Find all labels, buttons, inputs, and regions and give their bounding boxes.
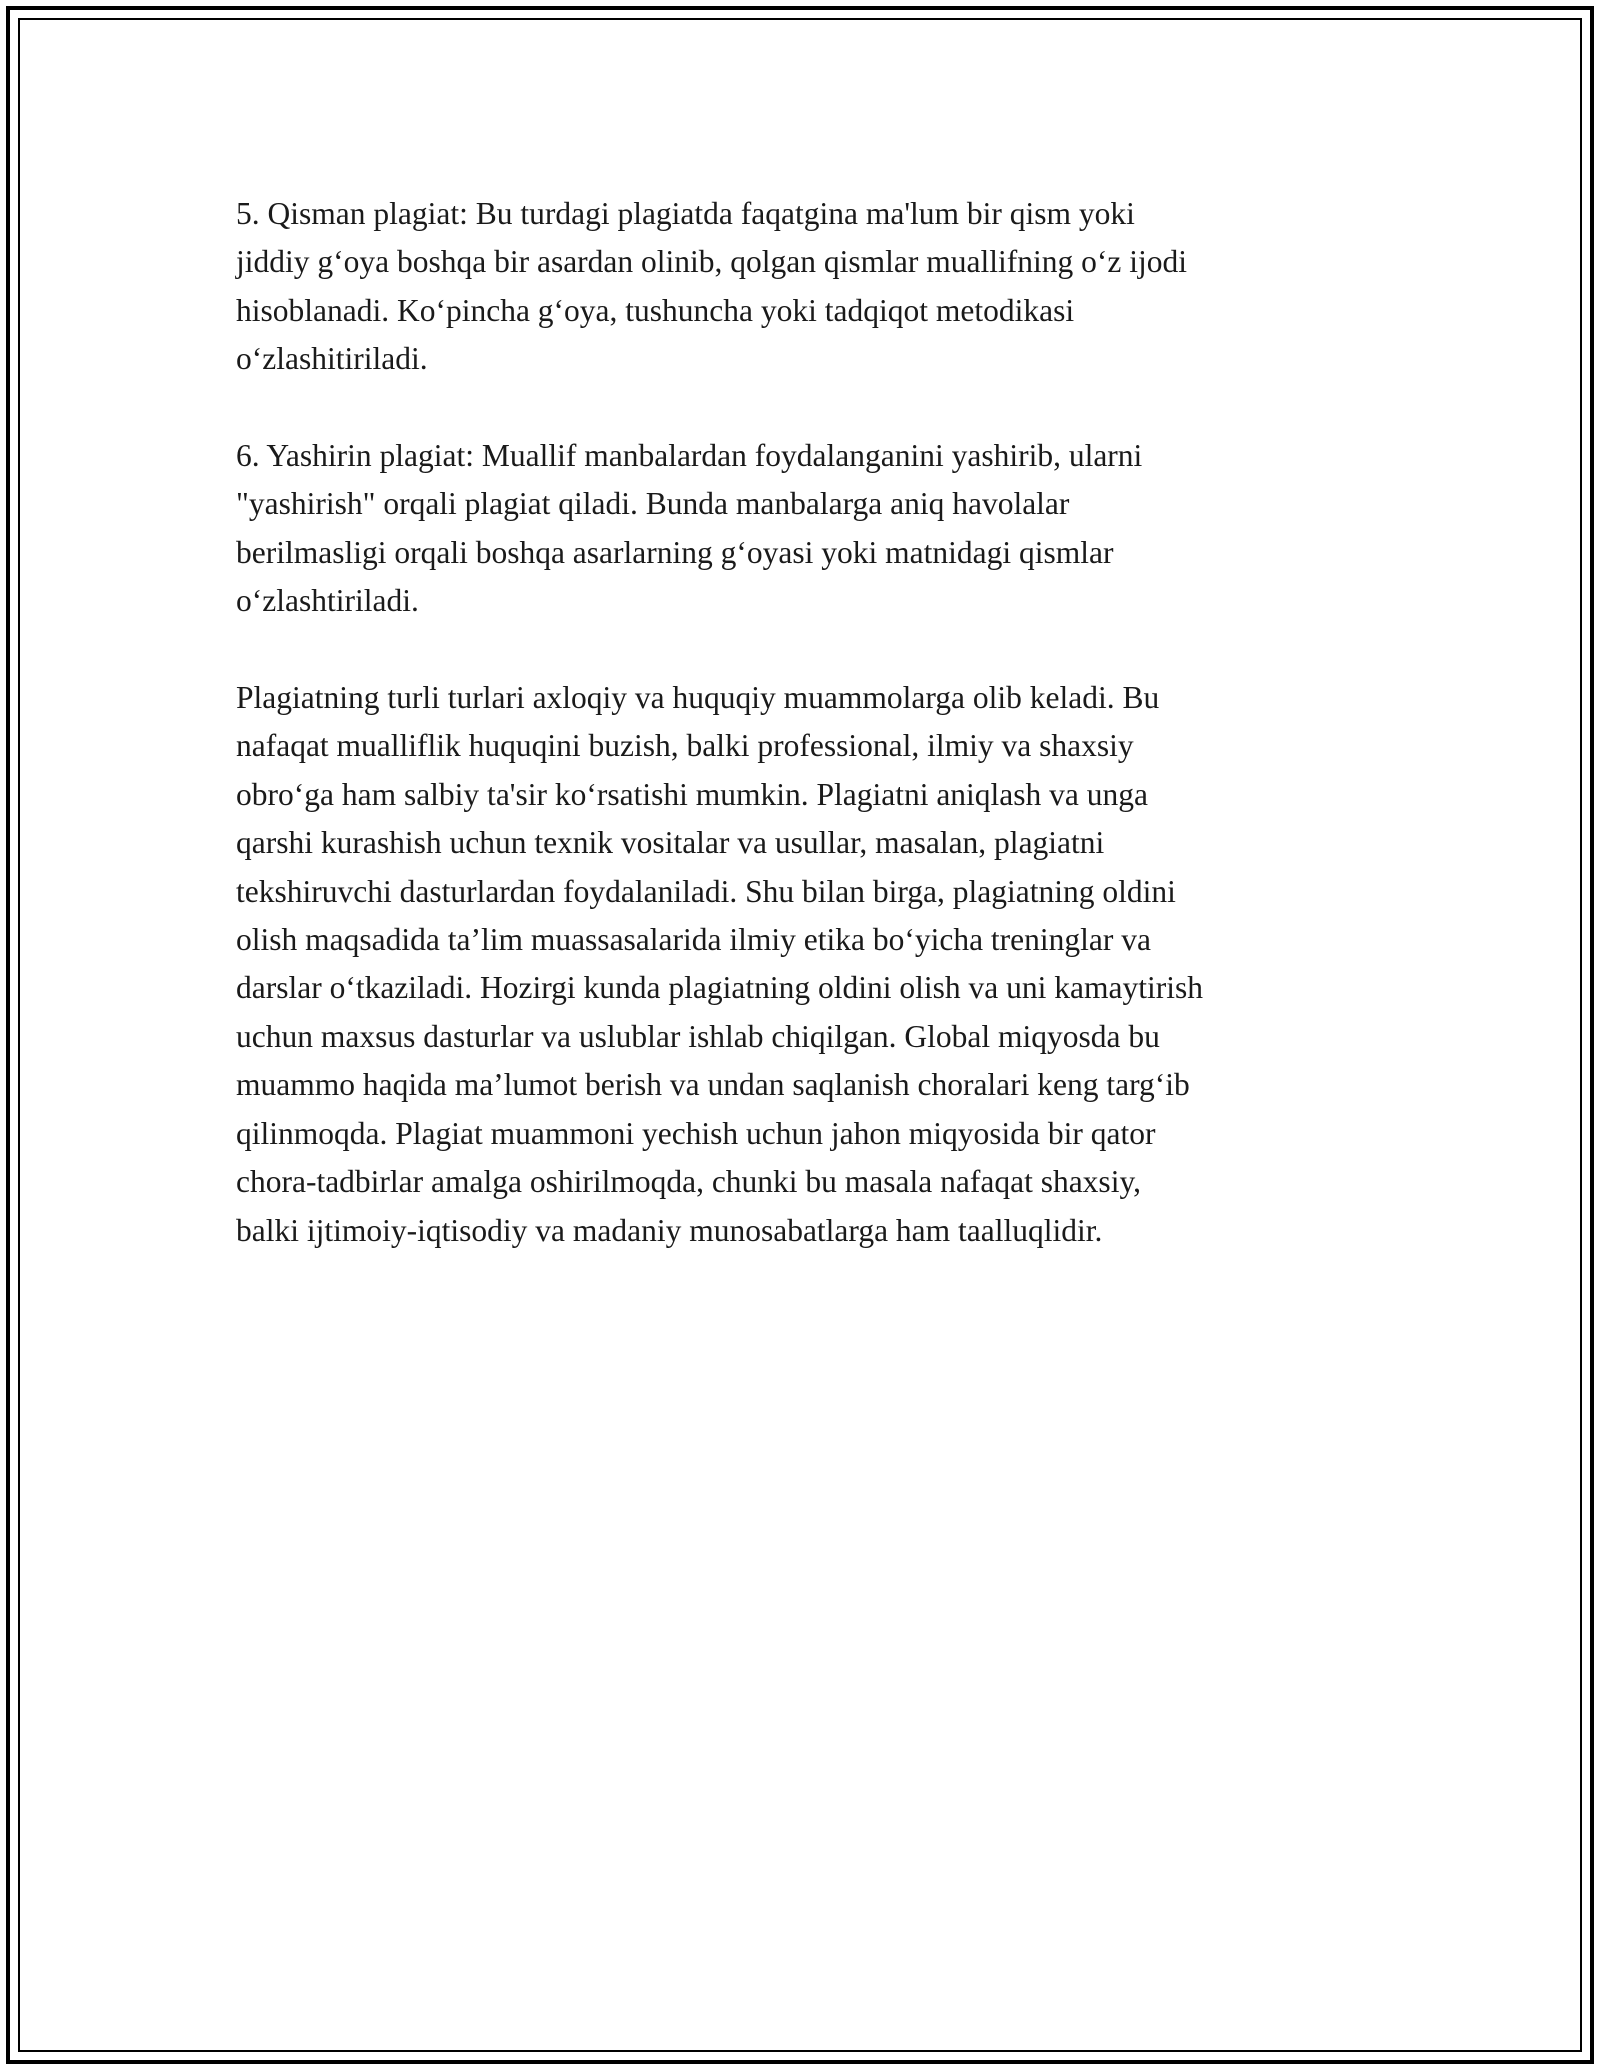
text-line: obro‘ga ham salbiy ta'sir ko‘rsatishi mumkin. Plagiatni aniqlash va unga — [236, 776, 1149, 812]
document-body — [236, 190, 1386, 1303]
paragraph-consequences — [236, 674, 1386, 1255]
text-line: berilmasligi orqali boshqa asarlarning g‘oyasi yoki matnidagi qismlar — [236, 534, 1114, 570]
text-line: olish maqsadida ta’lim muassasalarida ilmiy etika bo‘yicha treninglar va — [236, 922, 1151, 958]
text-line: 5. Qisman plagiat: Bu turdagi plagiatda faqatgina ma'lum bir qism yoki — [236, 196, 1135, 231]
paragraph-partial-plagiarism — [236, 190, 1386, 384]
text-line: tekshiruvchi dasturlardan foydalaniladi. Shu bilan birga, plagiatning oldini — [236, 873, 1176, 909]
text-line: uchun maxsus dasturlar va uslublar ishlab chiqilgan. Global miqyosda bu — [236, 1018, 1160, 1054]
paragraph-hidden-plagiarism — [236, 432, 1386, 626]
text-line: jiddiy g‘oya boshqa bir asardan olinib, qolgan qismlar muallifning o‘z ijodi — [236, 244, 1187, 280]
text-line: Plagiatning turli turlari axloqiy va huquqiy muammolarga olib keladi. Bu — [236, 680, 1160, 716]
text-line: qarshi kurashish uchun texnik vositalar va usullar, masalan, plagiatni — [236, 825, 1105, 861]
text-line: o‘zlashitiriladi. — [236, 341, 428, 377]
text-line: darslar o‘tkaziladi. Hozirgi kunda plagiatning oldini olish va uni kamaytirish — [236, 970, 1203, 1006]
text-line: chora-tadbirlar amalga oshirilmoqda, chunki bu masala nafaqat shaxsiy, — [236, 1164, 1142, 1200]
text-line: hisoblanadi. Ko‘pincha g‘oya, tushuncha yoki tadqiqot metodikasi — [236, 292, 1075, 328]
text-line: nafaqat mualliflik huquqini buzish, balki professional, ilmiy va shaxsiy — [236, 728, 1134, 764]
text-line: qilinmoqda. Plagiat muammoni yechish uchun jahon miqyosida bir qator — [236, 1115, 1156, 1151]
text-line: 6. Yashirin plagiat: Muallif manbalardan foydalanganini yashirib, ularni — [236, 438, 1143, 474]
text-line: muammo haqida ma’lumot berish va undan saqlanish choralari keng targ‘ib — [236, 1067, 1190, 1103]
text-line: "yashirish" orqali plagiat qiladi. Bunda manbalarga aniq havolalar — [236, 486, 1070, 522]
text-line: o‘zlashtiriladi. — [236, 583, 419, 619]
text-line: balki ijtimoiy-iqtisodiy va madaniy munosabatlarga ham taalluqlidir. — [236, 1212, 1103, 1248]
